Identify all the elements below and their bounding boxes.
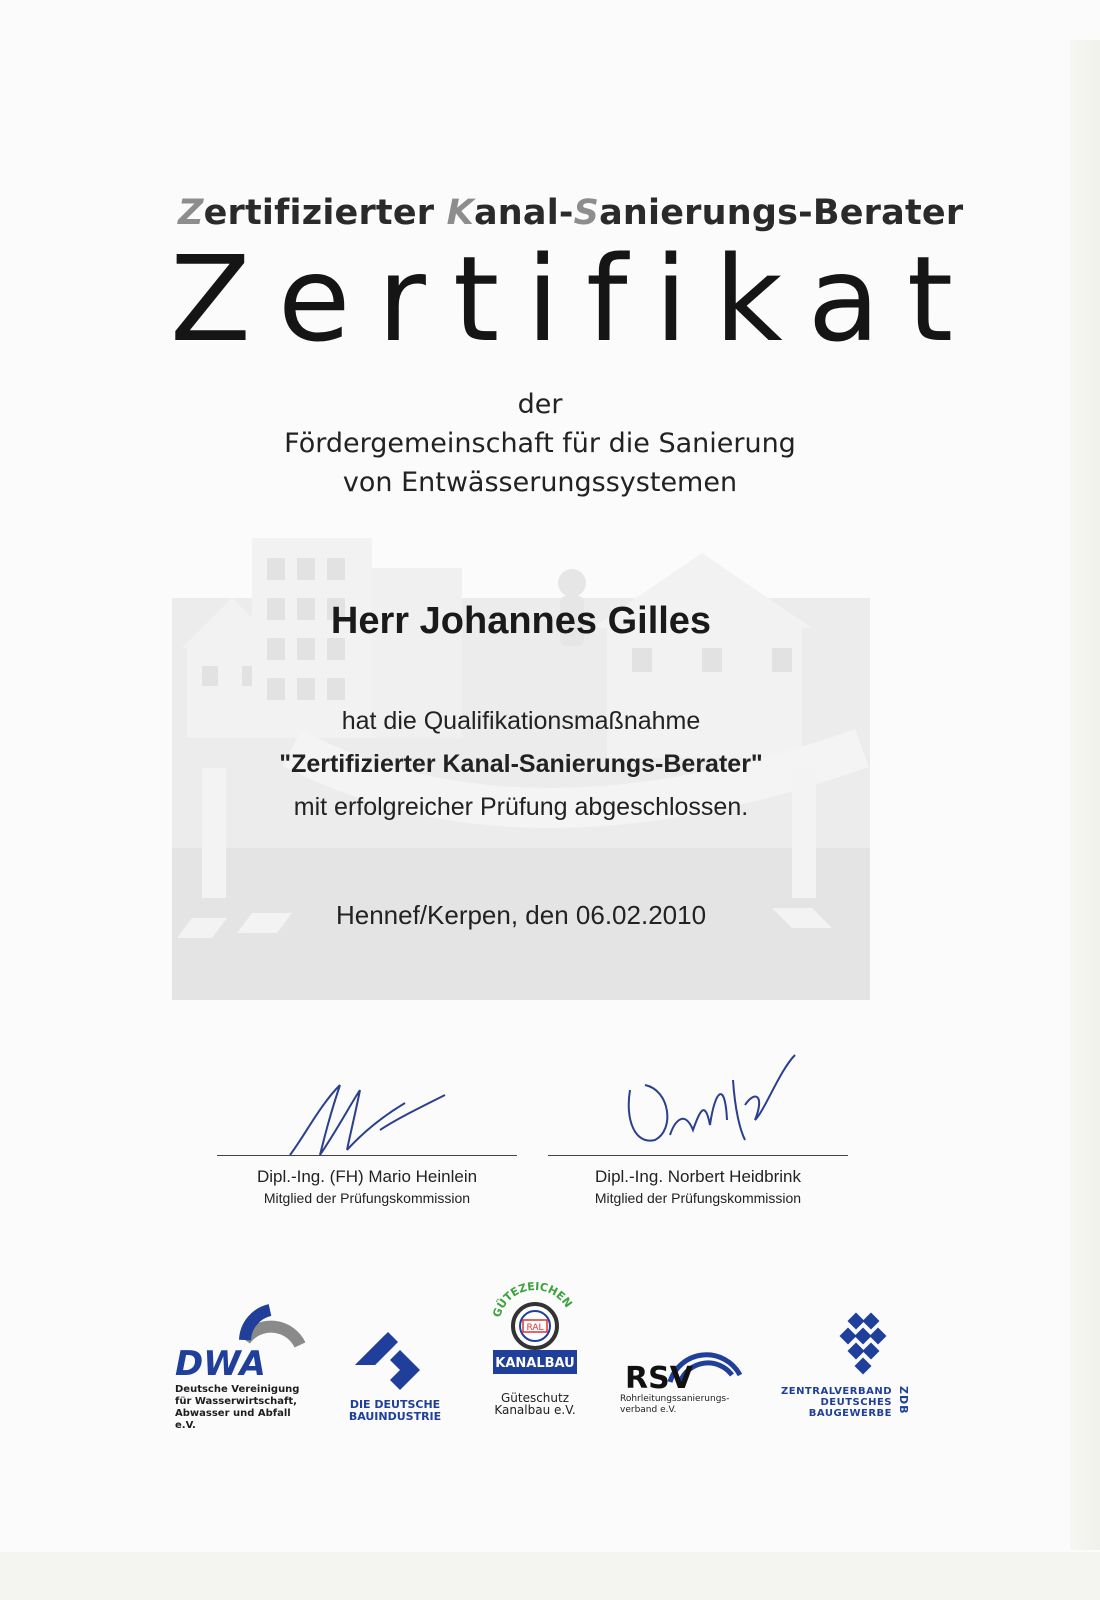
- signature-block-heinlein: [217, 1155, 517, 1208]
- ral-text: RAL: [526, 1323, 544, 1333]
- certificate-program-heading: Zertifizierter Kanal-Sanierungs-Berater: [178, 193, 964, 233]
- dwa-caption: Deutsche Vereinigung für Wasserwirtschaft, Abwasser und Abfall e.V.: [175, 1384, 300, 1431]
- dwa-mark-icon: [175, 1300, 305, 1380]
- zdb-logo: [760, 1310, 910, 1419]
- zdb-caption: ZENTRALVERBAND DEUTSCHES BAUGEWERBE: [780, 1386, 892, 1419]
- issuer-line-systems: von Entwässerungssystemen: [342, 467, 738, 498]
- rsv-arc-icon: [620, 1330, 745, 1390]
- kanalbau-bar-text: KANALBAU: [495, 1356, 575, 1371]
- signature-heidbrink-image: [615, 1050, 805, 1160]
- signature-line: [217, 1155, 517, 1156]
- issuer-line-organization: Fördergemeinschaft für die Sanierung: [284, 428, 796, 459]
- paper-edge-right: [1070, 40, 1100, 1550]
- rsv-mark-text: RSV: [625, 1361, 693, 1390]
- rsv-caption: Rohrleitungssanierungs- verband e.V.: [620, 1394, 730, 1415]
- signature-block-heidbrink: [548, 1155, 848, 1208]
- guetezeichen-kanalbau-logo: [485, 1278, 585, 1416]
- statement-block: [172, 700, 870, 829]
- bauindustrie-chevrons-icon: [350, 1320, 440, 1395]
- dwa-logo: [175, 1300, 315, 1432]
- signatory-name: Dipl.-Ing. Norbert Heidbrink: [595, 1167, 801, 1186]
- guetezeichen-caption: Güteschutz Kanalbau e.V.: [494, 1391, 576, 1417]
- seal-arc-text: GÜTEZEICHEN: [490, 1279, 575, 1320]
- certificate-title: Zertifikat: [170, 230, 981, 368]
- paper-edge-bottom: [0, 1552, 1100, 1600]
- statement-line-completed: mit erfolgreicher Prüfung abgeschlossen.: [293, 793, 749, 821]
- zdb-cubes-icon: [760, 1310, 910, 1382]
- bauindustrie-logo: [345, 1320, 445, 1423]
- dwa-mark-text: DWA: [175, 1344, 266, 1380]
- statement-course-title: "Zertifizierter Kanal-Sanierungs-Berater": [279, 750, 763, 778]
- zdb-side-text: ZDB: [897, 1386, 910, 1415]
- recipient-name: Herr Johannes Gilles: [330, 600, 712, 642]
- signature-line: [548, 1155, 848, 1156]
- place-and-date: Hennef/Kerpen, den 06.02.2010: [335, 900, 707, 930]
- issuer-line-der: der: [517, 389, 563, 420]
- bauindustrie-caption: DIE DEUTSCHE BAUINDUSTRIE: [348, 1398, 442, 1423]
- signature-heinlein-image: [285, 1075, 455, 1165]
- signatory-role: Mitglied der Prüfungskommission: [594, 1190, 802, 1206]
- signatory-name: Dipl.-Ing. (FH) Mario Heinlein: [256, 1167, 478, 1186]
- partner-logos: [170, 1279, 910, 1440]
- issuer-block: [180, 385, 900, 502]
- rsv-logo: [620, 1330, 750, 1416]
- signatory-role: Mitglied der Prüfungskommission: [263, 1190, 471, 1206]
- statement-line-qualification: hat die Qualifikationsmaßnahme: [341, 707, 701, 735]
- ral-seal-icon: [487, 1278, 583, 1388]
